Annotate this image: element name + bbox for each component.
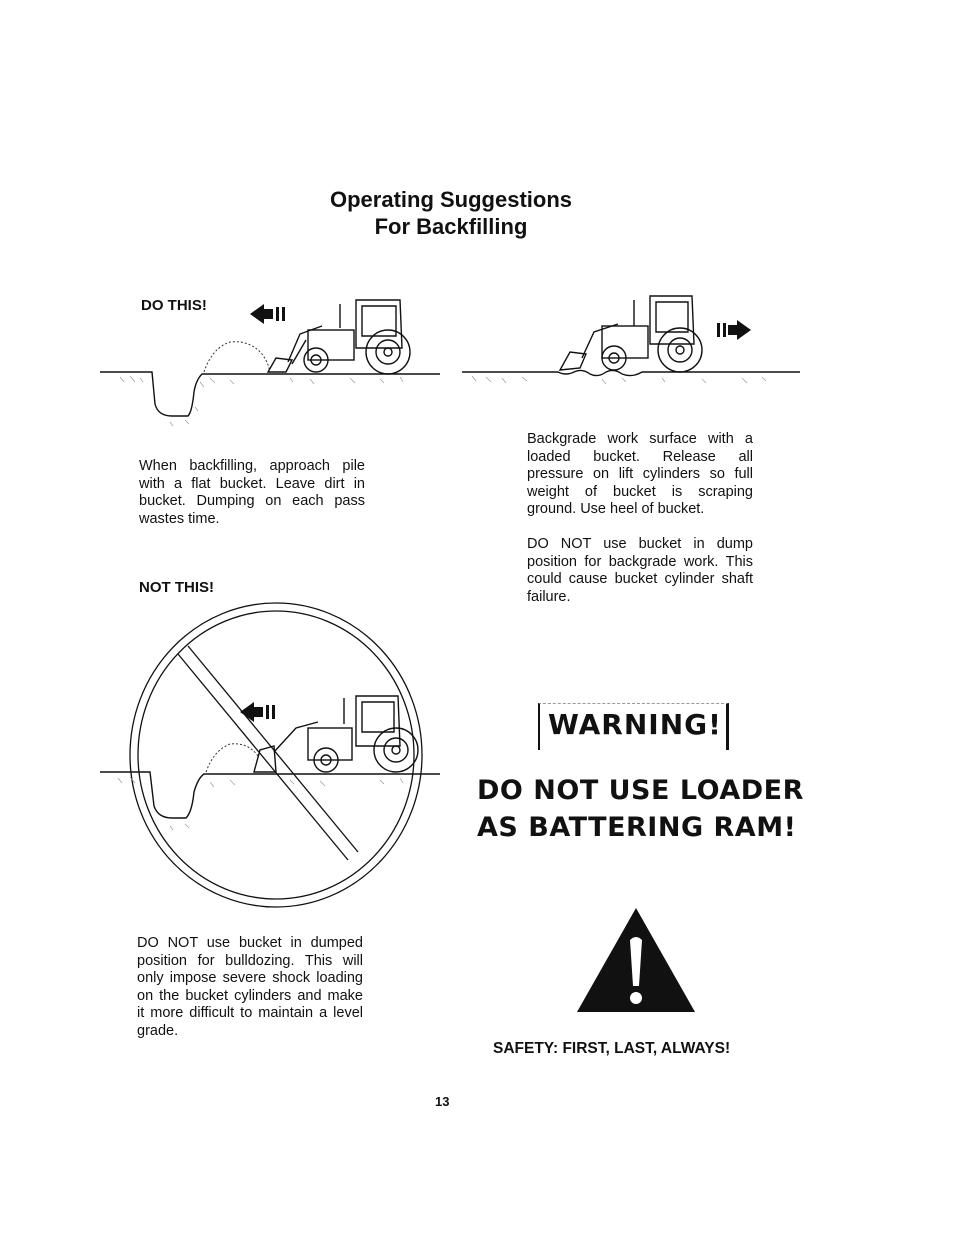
not-this-label: NOT THIS! [139, 579, 214, 596]
dirt-pile [204, 342, 270, 372]
ground-trench [100, 772, 440, 818]
backfill-not-illustration [100, 600, 440, 910]
warning-line-2: AS BATTERING RAM! [477, 812, 797, 843]
prohibition-icon [130, 603, 422, 907]
do-this-text: When backfilling, approach pile with a flat bucket. Leave dirt in bucket. Dumping on each pass wastes time. [139, 458, 365, 527]
page-number: 13 [435, 1094, 450, 1109]
backgrade-illustration [462, 292, 802, 392]
ground-texture [118, 777, 403, 830]
tractor-loader [254, 696, 418, 772]
warning-line-1: DO NOT USE LOADER [477, 775, 804, 806]
backgrade-warning-text: DO NOT use bucket in dump position for backgrade work. This could cause bucket cylinder shaft failure. [527, 536, 753, 605]
tractor-loader [268, 300, 410, 374]
backfill-do-illustration [100, 292, 440, 432]
arrow-right-icon [717, 320, 751, 340]
tractor-loader [560, 296, 702, 372]
safety-slogan: SAFETY: FIRST, LAST, ALWAYS! [493, 1040, 731, 1057]
ground-trench [100, 372, 440, 416]
dirt-pile [206, 744, 258, 772]
arrow-left-icon [250, 304, 285, 324]
title-line-2: For Backfilling [374, 214, 528, 239]
page-title [0, 186, 902, 240]
arrow-left-icon [240, 702, 275, 722]
ground-texture [472, 376, 766, 384]
title-line-1: Operating Suggestions [329, 187, 573, 212]
do-this-label: DO THIS! [141, 297, 207, 314]
not-this-text: DO NOT use bucket in dumped position for bulldozing. This will only impose severe shock loading on the bucket cylinders and make it more difficult to maintain a level grade. [137, 935, 363, 1039]
warning-label: WARNING! [548, 708, 722, 741]
ground-line [462, 370, 800, 375]
ground-texture [120, 376, 403, 426]
backgrade-text: Backgrade work surface with a loaded bucket. Release all pressure on lift cylinders so full weight of bucket is scraping ground. Use heel of bucket. [527, 431, 753, 518]
warning-triangle-icon [575, 906, 697, 1014]
